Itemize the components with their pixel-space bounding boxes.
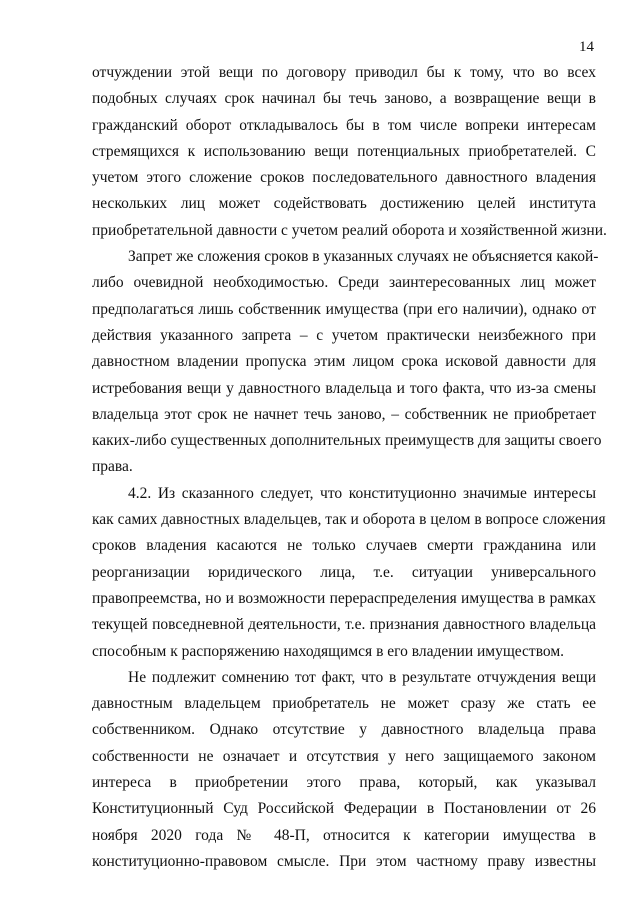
text-line: конституционно-правовом смысле. При этом частному праву известны [92,852,596,870]
text-line: давностным владельцем приобретатель не может сразу же стать ее [92,695,596,713]
text-line: нескольких лиц может содействовать достижению целей института [92,195,596,213]
text-line: подобных случаях срок начинал бы течь заново, а возвращение вещи в [92,90,596,108]
text-line: каких-либо существенных дополнительных преимуществ для защиты своего [92,432,602,450]
text-line: собственности не означает и отсутствия у него защищаемого законом [92,747,596,765]
text-line: Не подлежит сомнению тот факт, что в результате отчуждения вещи [128,668,596,686]
paragraph [92,244,602,481]
text-line: ноября 2020 года № 48-П, относится к категории имущества в [92,826,596,844]
text-line: отчуждении этой вещи по договору приводил бы к тому, что во всех [92,64,596,81]
text-line: действия указанного запрета – с учетом практически неизбежного при [92,326,596,344]
text-line: текущей повседневной деятельности, т.е. признания давностного владельца [92,616,596,634]
text-line: реорганизации юридического лица, т.е. ситуации универсального [92,563,596,581]
document-body [92,60,607,875]
text-line: гражданский оборот откладывалось бы в том числе вопреки интересам [92,116,596,134]
paragraph [92,481,606,665]
text-line: давностном владении пропуска этим лицом срока исковой давности для [92,353,596,371]
text-line: предполагаться лишь собственник имущества (при его наличии), однако от [92,300,596,318]
text-line: стремящихся к использованию вещи потенциальных приобретателей. С [92,142,596,160]
text-line: Конституционный Суд Российской Федерации в Постановлении от 26 [92,800,596,818]
paragraph [92,665,596,875]
text-line: способным к распоряжению находящимся в его владении имуществом. [92,642,565,660]
text-line: Запрет же сложения сроков в указанных случаях не объясняется какой- [128,248,599,266]
text-line: учетом этого сложение сроков последовательного давностного владения [92,169,596,187]
text-line: собственником. Однако отсутствие у давностного владельца права [92,721,596,739]
page-number: 14 [579,39,594,55]
text-line: интереса в приобретении этого права, который, как указывал [92,774,596,792]
text-line: либо очевидной необходимостью. Среди заинтересованных лиц может [92,274,596,292]
paragraph [92,60,607,244]
text-line: истребования вещи у давностного владельца и того факта, что из-за смены [92,379,596,397]
text-line: права. [92,458,133,476]
text-line: 4.2. Из сказанного следует, что конституционно значимые интересы [128,484,596,502]
text-line: приобретательной давности с учетом реалий оборота и хозяйственной жизни. [92,221,607,239]
text-line: как самих давностных владельцев, так и оборота в целом в вопросе сложения [92,511,606,529]
text-line: владельца этот срок не начнет течь заново, – собственник не приобретает [92,405,596,423]
text-line: сроков владения касаются не только случаев смерти гражданина или [92,537,596,555]
text-line: правопреемства, но и возможности перераспределения имущества в рамках [92,589,596,607]
